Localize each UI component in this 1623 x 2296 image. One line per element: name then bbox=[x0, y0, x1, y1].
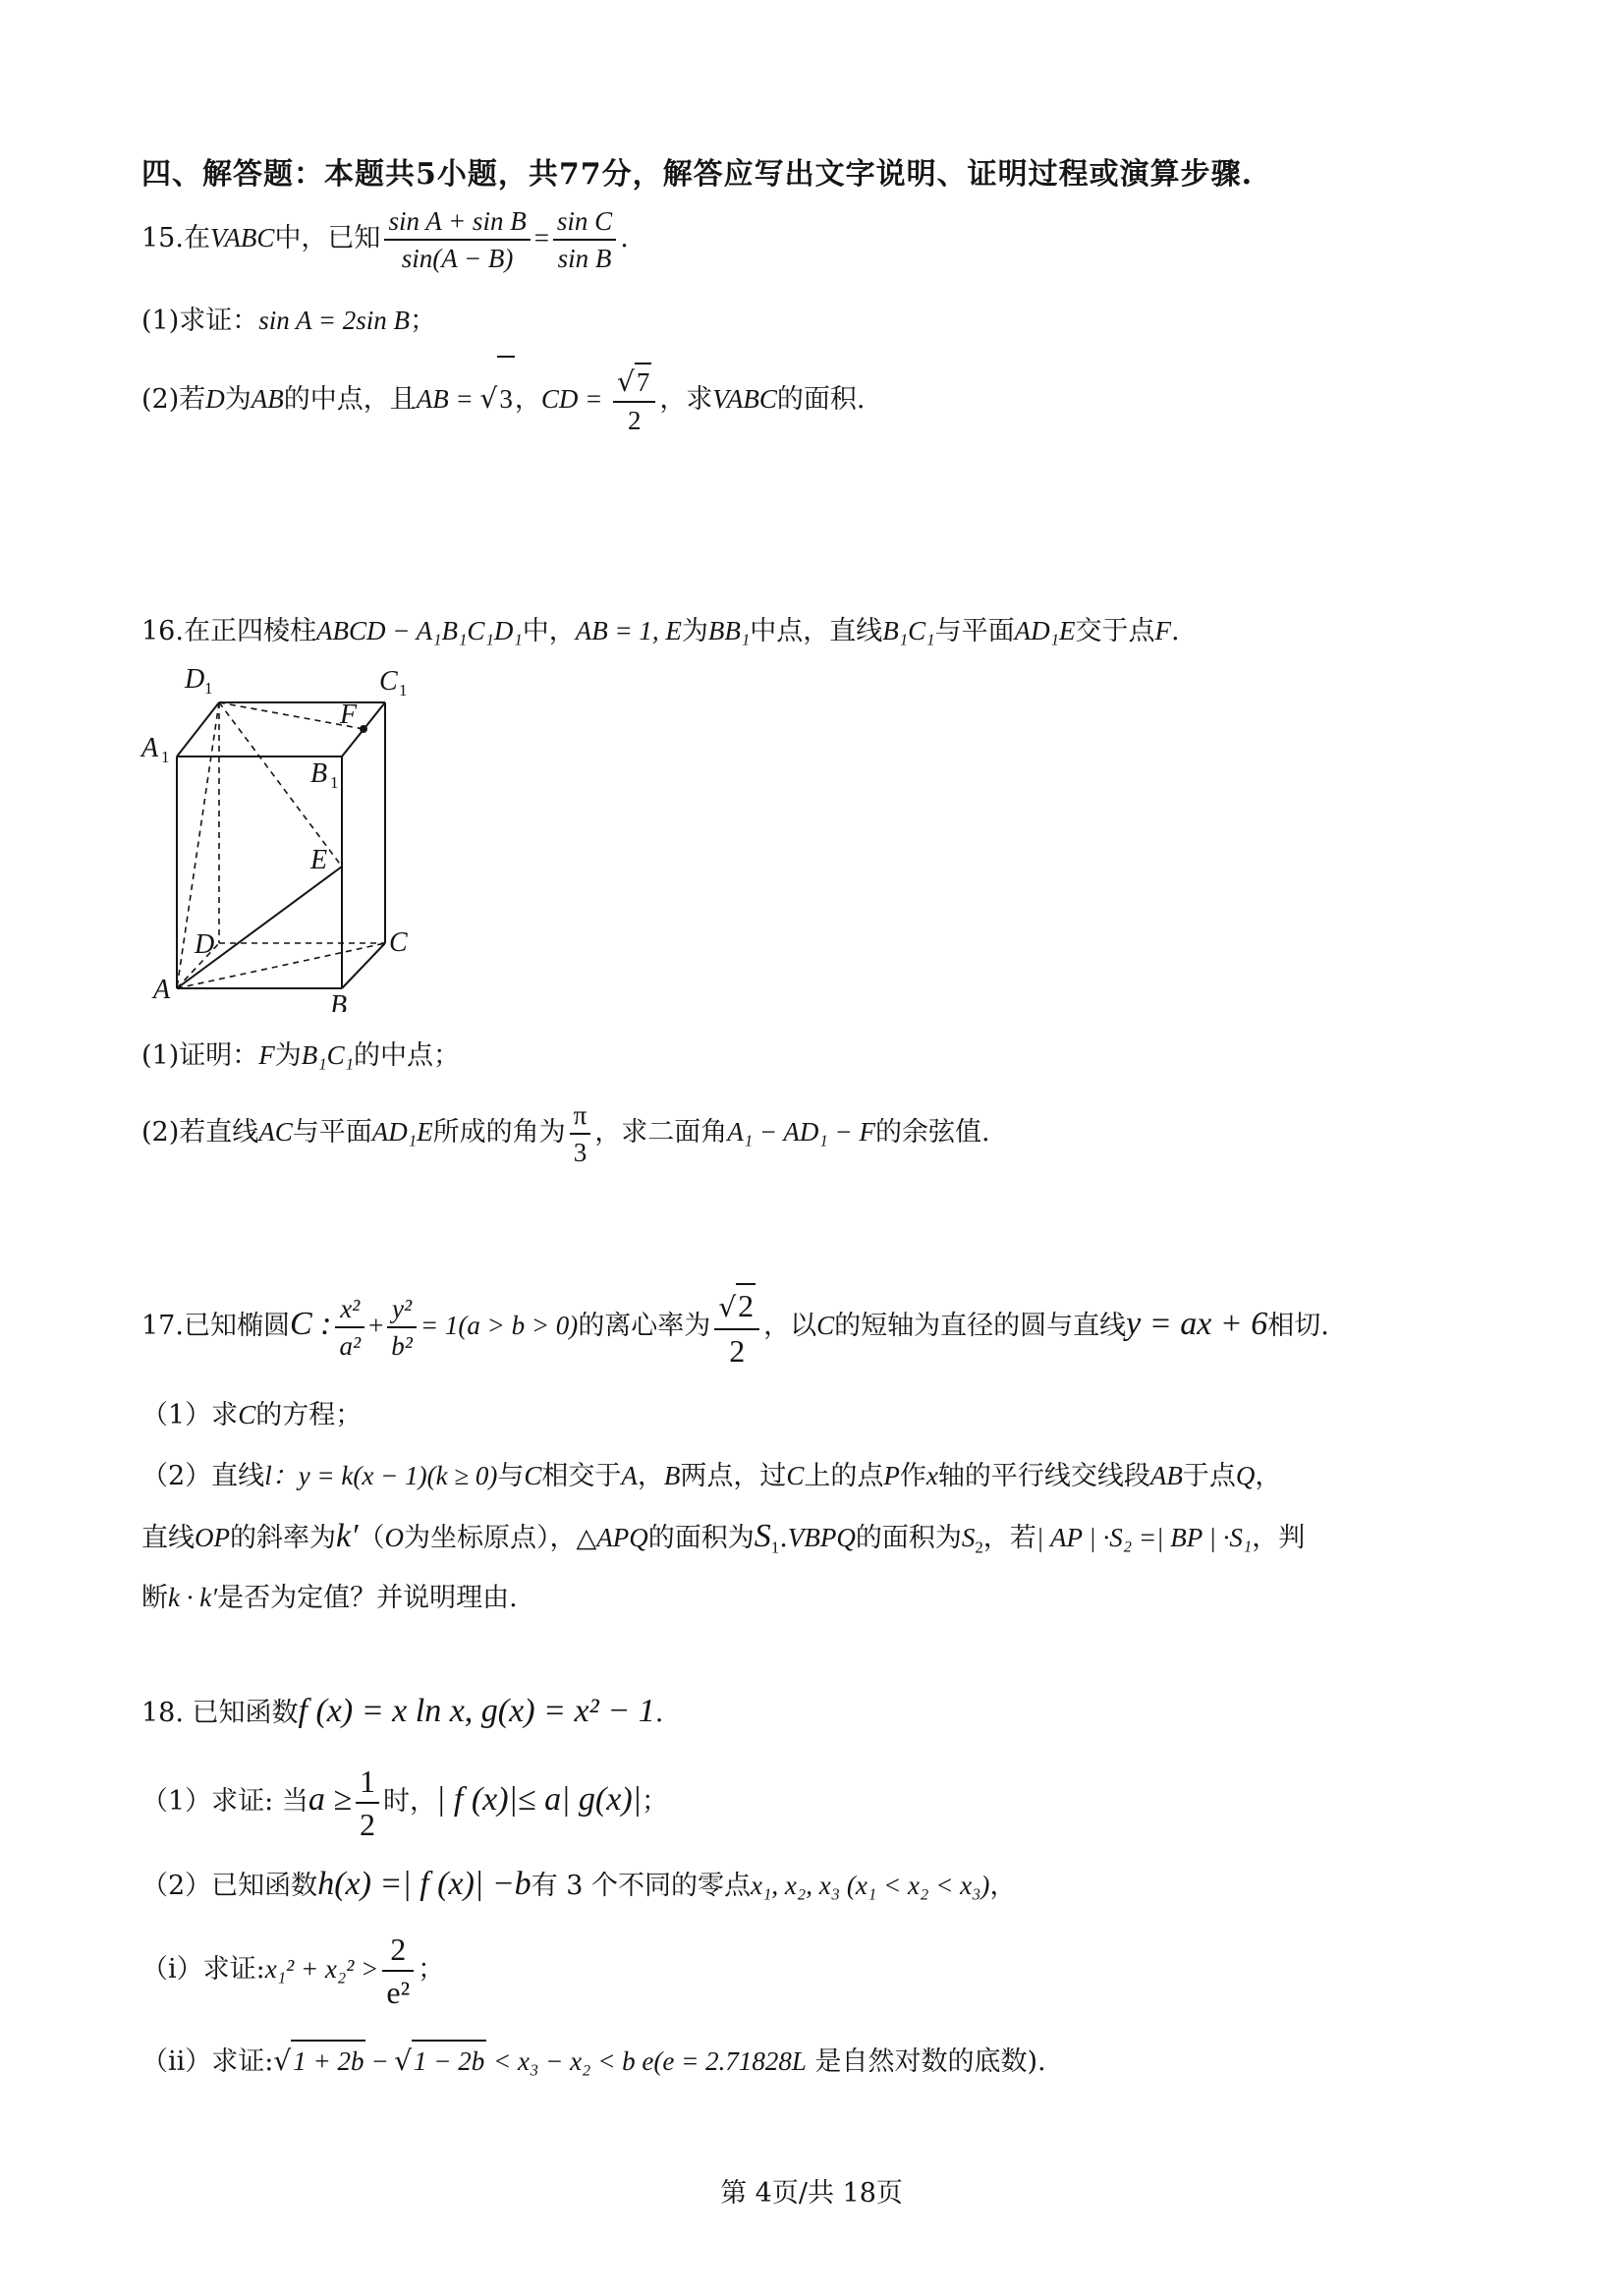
q15-stem bbox=[141, 196, 629, 280]
q16-p1-b: 为 bbox=[274, 1040, 302, 1071]
q17-p2-i: 于点 bbox=[1182, 1461, 1236, 1491]
q17-p2-x: x bbox=[925, 1461, 938, 1490]
q17-p2-f: 上的点 bbox=[804, 1461, 884, 1491]
q17-p2-h: 轴的平行线交线段 bbox=[937, 1461, 1150, 1491]
q16-cond: AB = 1, E bbox=[575, 616, 682, 645]
q17-p2-l: l： bbox=[264, 1461, 299, 1490]
q18-p1-fraction bbox=[356, 1761, 379, 1845]
q15-p1-end: ； bbox=[410, 306, 436, 336]
label-A1: A bbox=[141, 733, 159, 763]
sqrt-sign: √ bbox=[718, 1290, 737, 1323]
q16-p2-a: (2)若直线 bbox=[141, 1117, 259, 1148]
q17-l3-kk: k · k′ bbox=[168, 1583, 218, 1612]
label-C: C bbox=[389, 927, 408, 958]
q15-prefix: 15.在 bbox=[141, 223, 210, 253]
q18-p1-c: ； bbox=[642, 1786, 668, 1817]
page-footer: 第 4页/共 18页 bbox=[720, 2178, 903, 2209]
point-F bbox=[360, 725, 367, 733]
q16-plane: AD₁E bbox=[1014, 616, 1076, 645]
q16-b: 中， bbox=[522, 616, 576, 646]
q16-p2-c: 所成的角为 bbox=[432, 1117, 566, 1148]
q15-triangle: VABC bbox=[209, 223, 275, 252]
q17-b: 的离心率为 bbox=[578, 1311, 711, 1341]
q16-p2-d: ，求二面角 bbox=[594, 1117, 728, 1148]
q17-ecc-fraction bbox=[714, 1283, 759, 1372]
q18-p1-a: （1）求证: 当 bbox=[141, 1786, 308, 1817]
q17-ecc-num: 2 bbox=[736, 1283, 756, 1326]
q18-p2-a: （2）已知函数 bbox=[141, 1871, 318, 1901]
q17-l2-S1: S bbox=[754, 1518, 771, 1554]
q17-p2-c: 相交于 bbox=[541, 1461, 622, 1491]
q17-frac-x bbox=[335, 1291, 364, 1364]
q17-l3-a: 断 bbox=[141, 1583, 168, 1613]
sqrt-sign: √ bbox=[273, 2044, 292, 2077]
q17-b2: b² bbox=[391, 1330, 413, 1361]
q16-c: 为 bbox=[681, 616, 708, 646]
q15-mid: 中，已知 bbox=[274, 223, 381, 253]
q15-fraction-left bbox=[384, 203, 530, 276]
section-heading: 四、解答题：本题共5小题，共77分，解答应写出文字说明、证明过程或演算步骤. bbox=[141, 157, 1254, 192]
q18-p2i-lhs: x₁² + x₂² > bbox=[264, 1954, 379, 1984]
label-C1-sub: 1 bbox=[399, 681, 408, 700]
q16-p2-plane: AD₁E bbox=[371, 1117, 433, 1147]
q17-l2-O: O bbox=[384, 1523, 405, 1552]
q17-l2-g: 的面积为 bbox=[855, 1523, 962, 1553]
q17-e: 相切. bbox=[1267, 1311, 1329, 1341]
q17-l2-S2: S bbox=[961, 1523, 976, 1552]
q17-l2-S1-sub: 1 bbox=[770, 1538, 780, 1557]
q17-p2-AB: AB bbox=[1149, 1461, 1183, 1490]
q17-stem bbox=[141, 1277, 1329, 1373]
q15-p2-a: (2)若 bbox=[141, 384, 206, 415]
q17-l2-OP: OP bbox=[195, 1523, 230, 1552]
q17-l2-c: （ bbox=[358, 1523, 385, 1553]
q18-stem bbox=[141, 1692, 663, 1733]
q17-p1-a: （1）求 bbox=[141, 1400, 239, 1430]
q16-p2-angle: A₁ − AD₁ − F bbox=[727, 1117, 875, 1147]
q18-part2-i bbox=[141, 1928, 444, 2013]
q18-p1-a-ge: a ≥ bbox=[308, 1781, 353, 1818]
q16-part1 bbox=[141, 1036, 460, 1076]
q16-a: 16.在正四棱柱 bbox=[141, 616, 316, 646]
q17-p2-C: C bbox=[524, 1461, 542, 1490]
label-D1-sub: 1 bbox=[204, 679, 213, 698]
q17-C: C bbox=[816, 1311, 835, 1340]
label-F: F bbox=[340, 700, 358, 730]
sqrt-sign: √ bbox=[394, 2044, 413, 2077]
q15-p2-tri: VABC bbox=[712, 384, 777, 414]
q17-p2-A: A bbox=[621, 1461, 638, 1490]
q16-F: F bbox=[1154, 616, 1171, 645]
q15-p2-e: 的面积. bbox=[776, 384, 866, 415]
q17-d: 的短轴为直径的圆与直线 bbox=[834, 1311, 1127, 1341]
q18-p2ii-s2: 1 − 2b bbox=[412, 2040, 486, 2081]
q17-l2-apq: △APQ bbox=[576, 1523, 648, 1552]
q17-p2-C2: C bbox=[786, 1461, 805, 1490]
q15-frac2-den: sin B bbox=[557, 243, 612, 273]
q15-part2 bbox=[141, 356, 865, 441]
q16-bb1: BB₁ bbox=[707, 616, 751, 645]
q17-p2-eq: y = k(x − 1)(k ≥ 0) bbox=[298, 1461, 498, 1490]
q16-stem bbox=[141, 611, 1180, 651]
q16-p2-e: 的余弦值. bbox=[874, 1117, 990, 1148]
q18-p2i-a: （i）求证: bbox=[141, 1954, 265, 1985]
q17-x2: x² bbox=[335, 1291, 364, 1328]
q18-p2i-b: ； bbox=[418, 1954, 445, 1985]
q16-p1-b1c1: B₁C₁ bbox=[301, 1040, 355, 1070]
label-B1-sub: 1 bbox=[330, 773, 339, 792]
q18-part1 bbox=[141, 1759, 668, 1845]
q15-p2-eq2: CD = bbox=[540, 384, 610, 414]
q17-l2-d: 为坐标原点）， bbox=[404, 1523, 577, 1553]
q17-p2-Q: Q bbox=[1235, 1461, 1256, 1490]
segment-AE bbox=[177, 867, 342, 988]
q17-p2-d: ， bbox=[637, 1461, 664, 1491]
q17-frac-y bbox=[387, 1291, 417, 1364]
q18-p2ii-minus: − bbox=[365, 2046, 395, 2076]
q17-p1-C: C bbox=[238, 1400, 256, 1429]
q18-p1-ineq: | f (x)|≤ a| g(x)| bbox=[436, 1781, 642, 1818]
q15-p2-c: 的中点，且 bbox=[283, 384, 417, 415]
q18-p2-h: h(x) =| f (x)| −b bbox=[317, 1866, 532, 1902]
q17-ecc-den: 2 bbox=[729, 1332, 746, 1369]
q17-eq1: = 1(a > b > 0) bbox=[420, 1311, 579, 1340]
edge-BC bbox=[342, 943, 385, 988]
q16-d: 中点，直线 bbox=[750, 616, 883, 646]
label-D1: D bbox=[185, 664, 205, 695]
q15-part1 bbox=[141, 301, 436, 341]
q15-frac2-num: sin C bbox=[553, 203, 616, 241]
q15-p1-formula: sin A = 2sin B bbox=[258, 306, 410, 335]
q16-prism: ABCD − A₁B₁C₁D₁ bbox=[315, 616, 523, 645]
q15-p2-frac-num: 7 bbox=[635, 363, 652, 400]
q18-p2-b: 有 3 个不同的零点 bbox=[531, 1871, 752, 1901]
q18-p1-num: 1 bbox=[356, 1761, 379, 1804]
q16-p2-num: π bbox=[570, 1097, 591, 1135]
q17-p2-e: 两点，过 bbox=[680, 1461, 787, 1491]
q16-f: 交于点 bbox=[1075, 616, 1155, 646]
q17-part2-line1 bbox=[141, 1456, 1281, 1496]
q16-b1c1: B₁C₁ bbox=[882, 616, 935, 645]
q18-part2-ii bbox=[141, 2040, 1046, 2082]
q17-p2-b: 与 bbox=[497, 1461, 525, 1491]
q17-p2-B: B bbox=[663, 1461, 681, 1490]
sqrt-sign: √ bbox=[479, 382, 498, 415]
q17-c: ，以 bbox=[763, 1311, 817, 1341]
q16-p2-AC: AC bbox=[258, 1117, 293, 1147]
q17-l2-i: ，判 bbox=[1252, 1523, 1306, 1553]
q17-p2-a: （2）直线 bbox=[141, 1461, 265, 1491]
q17-l2-S2-sub: 2 bbox=[975, 1538, 983, 1557]
q15-p1-label: (1)求证： bbox=[141, 306, 259, 336]
q18-b: . bbox=[654, 1698, 664, 1728]
label-B: B bbox=[330, 990, 348, 1012]
q15-p2-AB: AB bbox=[251, 384, 284, 414]
q18-p2i-fraction bbox=[382, 1929, 414, 2013]
q18-p1-b: 时， bbox=[383, 1786, 437, 1817]
q17-part2-line3 bbox=[141, 1578, 518, 1618]
q16-p1-c: 的中点； bbox=[354, 1040, 461, 1071]
q17-a: 17.已知椭圆 bbox=[141, 1311, 290, 1341]
q15-fraction-right bbox=[553, 203, 616, 276]
q18-p2ii-rest: < x₃ − x₂ < b e(e = 2.71828L bbox=[486, 2046, 807, 2076]
q17-l3-b: 是否为定值？并说明理由. bbox=[217, 1583, 518, 1613]
q16-p1-F: F bbox=[258, 1040, 275, 1070]
q15-end: . bbox=[620, 223, 629, 253]
label-C1: C bbox=[379, 666, 398, 697]
prism-figure bbox=[138, 658, 432, 1012]
q15-p2-eq1: AB = bbox=[416, 384, 480, 414]
q17-a2: a² bbox=[339, 1330, 362, 1361]
q17-l2-h: ，若 bbox=[982, 1523, 1036, 1553]
q18-p2ii-a: （ii）求证: bbox=[141, 2046, 274, 2077]
q17-l2-cond: | AP | ·S₂ =| BP | ·S₁ bbox=[1035, 1523, 1253, 1552]
q18-p1-den: 2 bbox=[360, 1806, 376, 1842]
q17-p2-g: 作 bbox=[899, 1461, 926, 1491]
q17-line: y = ax + 6 bbox=[1126, 1306, 1268, 1342]
q17-y2: y² bbox=[387, 1291, 417, 1328]
q18-p2i-den: e² bbox=[386, 1974, 411, 2010]
q15-p2-sqrt3: 3 bbox=[497, 356, 515, 440]
q17-l2-e: 的面积为 bbox=[647, 1523, 755, 1553]
q16-e: 与平面 bbox=[934, 616, 1015, 646]
q17-l2-b: 的斜率为 bbox=[230, 1523, 336, 1553]
q17-part2-line2 bbox=[141, 1517, 1305, 1567]
q18-p2ii-b: 是自然对数的底数). bbox=[806, 2046, 1046, 2077]
label-A: A bbox=[153, 975, 171, 1005]
q18-p2-c: ， bbox=[989, 1871, 1017, 1901]
q17-p1-b: 的方程； bbox=[255, 1400, 363, 1430]
q16-part2 bbox=[141, 1091, 990, 1174]
q15-p2-comma: ， bbox=[514, 384, 541, 415]
q16-g: . bbox=[1170, 616, 1180, 646]
q17-plus: + bbox=[368, 1311, 384, 1340]
label-B1: B bbox=[310, 758, 328, 789]
q18-a: 18. 已知函数 bbox=[141, 1698, 299, 1728]
q15-eq: = bbox=[533, 223, 549, 252]
label-A1-sub: 1 bbox=[161, 748, 170, 766]
q16-p2-den: 3 bbox=[573, 1137, 588, 1167]
q16-p2-fraction bbox=[570, 1097, 591, 1170]
q18-p2ii-s1: 1 + 2b bbox=[291, 2040, 365, 2081]
q15-p2-b: 为 bbox=[224, 384, 252, 415]
q16-p1-a: (1)证明： bbox=[141, 1040, 259, 1071]
q17-p2-j: ， bbox=[1255, 1461, 1282, 1491]
q15-p2-D: D bbox=[205, 384, 225, 414]
prism-diagram bbox=[138, 658, 432, 1012]
q15-frac1-den: sin(A − B) bbox=[401, 243, 514, 273]
q15-p2-d: ，求 bbox=[659, 384, 713, 415]
q18-funcs: f (x) = x ln x, g(x) = x² − 1 bbox=[298, 1693, 655, 1729]
q15-frac1-num: sin A + sin B bbox=[384, 203, 530, 241]
q15-p2-fraction bbox=[613, 363, 655, 438]
q17-part1 bbox=[141, 1395, 362, 1435]
q18-p2i-num: 2 bbox=[382, 1929, 414, 1972]
label-E: E bbox=[310, 845, 328, 875]
q17-C-colon: C : bbox=[289, 1306, 332, 1342]
q18-p2-zeros: x₁, x₂, x₃ (x₁ < x₂ < x₃) bbox=[751, 1871, 990, 1900]
sqrt-sign: √ bbox=[617, 365, 635, 398]
q17-l2-f: . bbox=[779, 1523, 788, 1553]
q17-l2-a: 直线 bbox=[141, 1523, 195, 1553]
q15-p2-frac-den: 2 bbox=[627, 406, 642, 435]
q17-l2-k: k′ bbox=[336, 1518, 359, 1554]
q16-p2-b: 与平面 bbox=[292, 1117, 372, 1148]
q18-part2 bbox=[141, 1865, 1016, 1906]
q17-p2-P: P bbox=[883, 1461, 900, 1490]
q17-l2-bpq: VBPQ bbox=[787, 1523, 856, 1552]
label-D: D bbox=[195, 929, 215, 960]
